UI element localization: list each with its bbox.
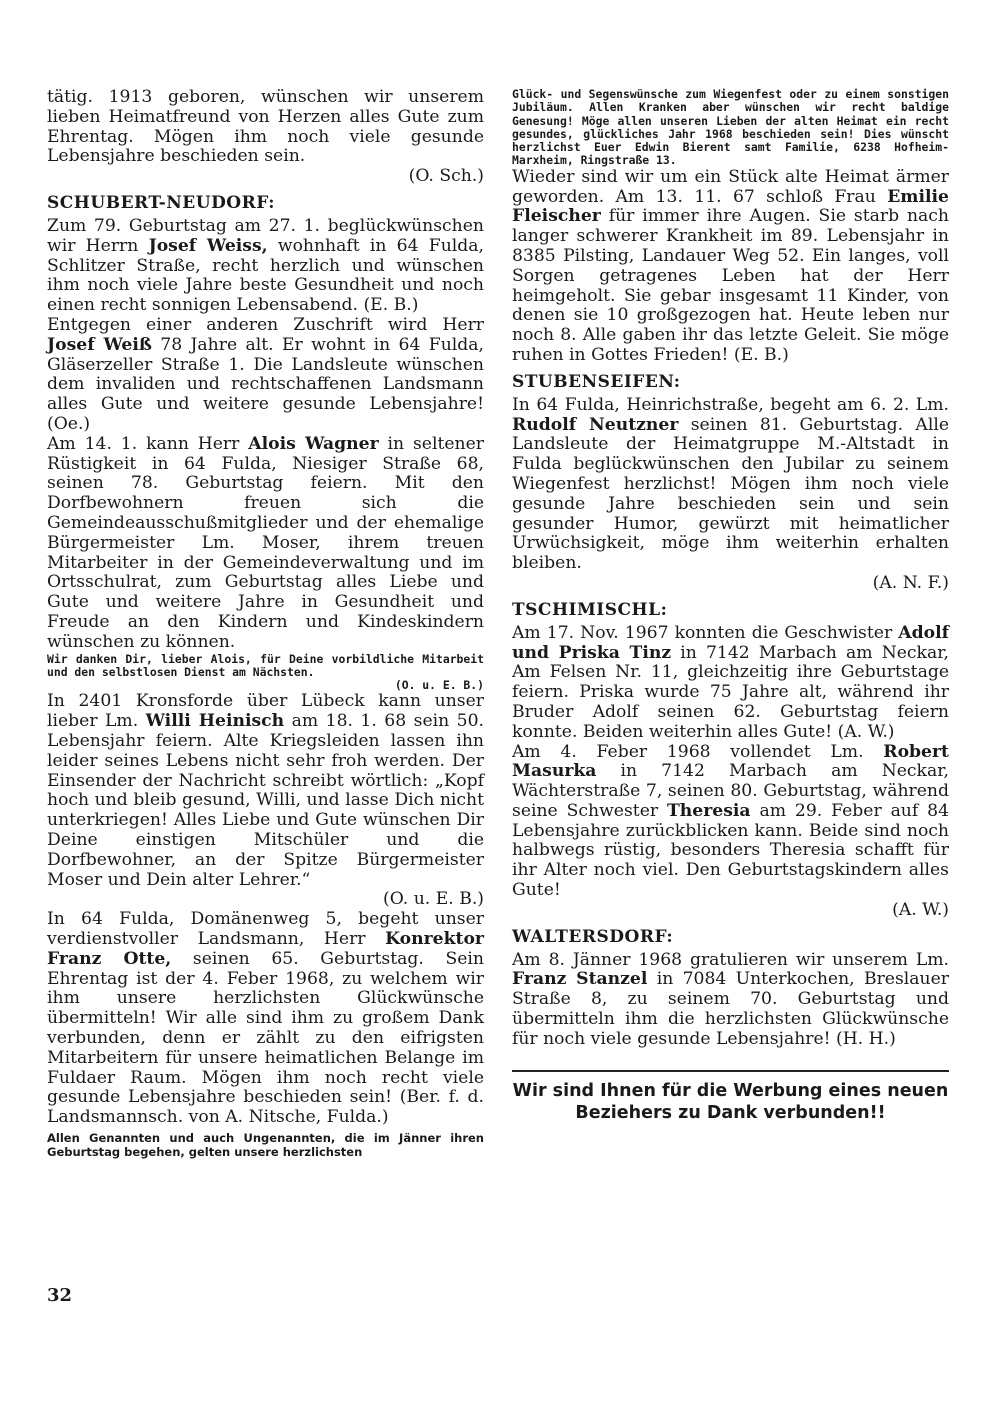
divider (512, 1070, 949, 1072)
paragraph-robert-masurka: Am 4. Feber 1968 vollendet Lm. Robert Masurka in 7142 Marbach am Neckar, Wächterstraße 7, seinen 80. Geburtstag, während seine Schwester Theresia am 29. Feber auf 84 Lebensjahre zurückblicken kann. Beide sind noch halbwegs rüstig, besonders Theresia schafft für ihr Alter noch viel. Den Geburtstagskindern alles Gute! (512, 741, 950, 901)
paragraph-emilie-fleischer: Wieder sind wir um ein Stück alte Heimat ärmer geworden. Am 13. 11. 67 schloß Frau Emilie Fleischer für immer ihre Augen. Sie starb nach langer schwerer Krankheit im 89. Lebensjahr in 8385 Pilsting, Landauer Weg 52. Ein langes, voll Sorgen getragenes Leben hat der Herr heimgeholt. Sie gebar insgesamt 11 Kinder, von denen sie 10 großgezogen hat. Heute leben nur noch 8. Alle gaben ihr das letzte Geleit. Sie möge ruhen in Gottes Frieden! (E. B.) (512, 166, 949, 365)
closing-note: Allen Genannten und auch Ungenannten, die im Jänner ihren Geburtstag begehen, gelten unsere herzlichsten (47, 1130, 484, 1159)
paragraph-intro: tätig. 1913 geboren, wünschen wir unserem lieben Heimatfreund von Herzen alles Gute zum Ehrentag. Mögen ihm noch viele gesunde Lebensjahre beschieden sein. (47, 87, 484, 167)
signature: (O. u. E. B.) (394, 678, 484, 693)
section-heading-stubenseifen: STUBENSEIFEN: (512, 371, 681, 392)
paragraph-thanks-small: Wir danken Dir, lieber Alois, für Deine vorbildliche Mitarbeit und den selbstlosen Dienst am Nächsten. (47, 651, 484, 679)
section-heading-tschimischl: TSCHIMISCHL: (512, 599, 668, 620)
signature: (A. W.) (892, 899, 949, 920)
paragraph-josef-weiss-correction: Entgegen einer anderen Zuschrift wird Herr Josef Weiß 78 Jahre alt. Er wohnt in 64 Fulda, Gläserzeller Straße 1. Die Landsleute wünschen dem invaliden und rechtschaffenen Landsmann alles Gute und weitere gesunde Lebensjahre! (Oe.) (47, 314, 484, 434)
section-heading-waltersdorf: WALTERSDORF: (512, 926, 674, 947)
page-number: 32 (47, 1285, 73, 1306)
signature: (A. N. F.) (872, 572, 949, 593)
signature: (O. u. E. B.) (383, 889, 484, 910)
section-heading-schubert-neudorf: SCHUBERT-NEUDORF: (47, 192, 275, 213)
paragraph-franz-otte: In 64 Fulda, Domänenweg 5, begeht unser verdienstvoller Landsmann, Herr Konrektor Franz Otte, seinen 65. Geburtstag. Sein Ehrentag ist der 4. Feber 1968, zu welchem wir ihm unsere herzlichsten Glückwünsche übermitteln! Wir alle sind ihm zu großem Dank verbunden, denn er zählt zu den eifrigsten Mitarbeitern für unsere heimatlichen Belange im Fuldaer Raum. Mögen ihm noch recht viele gesunde Lebensjahre beschieden sein! (Ber. f. d. Landsmannsch. von A. Nitsche, Fulda.) (47, 909, 484, 1128)
right-column (512, 88, 949, 1124)
paragraph-josef-weiss: Zum 79. Geburtstag am 27. 1. beglückwünschen wir Herrn Josef Weiss, wohnhaft in 64 Fulda, Schlitzer Straße, recht herzlich und wünschen ihm noch viele Jahre beste Gesundheit und noch einen recht sonnigen Lebensabend. (E. B.) (47, 215, 484, 316)
paragraph-willi-heinisch: In 2401 Kronsforde über Lübeck kann unser lieber Lm. Willi Heinisch am 18. 1. 68 sein 50. Lebensjahr feiern. Alte Kriegsleiden lassen ihn leider seines Lebens nicht sehr froh werden. Der Einsender der Nachricht schreibt wörtlich: „Kopf hoch und bleib gesund, Willi, und lasse Dich nicht unterkriegen! Alles Liebe und Gute wünschen Dir Deine einstigen Mitschüler und die Dorfbewohner, an der Spitze Bürgermeister Moser und Dein alter Lehrer.“ (47, 691, 484, 890)
paragraph-rudolf-neutzner: In 64 Fulda, Heinrichstraße, begeht am 6. 2. Lm. Rudolf Neutzner seinen 81. Geburtstag. Alle Landsleute der Heimatgruppe M.-Altstadt in Fulda beglückwünschen den Jubilar zu seinem Wiegenfest herzlichst! Mögen ihm noch viele gesunde Jahre beschieden sein und sein gesunder Humor, gewürzt mit heimatlicher Urwüchsigkeit, möge ihm weiterhin erhalten bleiben. (512, 394, 949, 574)
subscription-notice: Wir sind Ihnen für die Werbung eines neuen Beziehers zu Dank verbunden!! (512, 1080, 949, 1123)
paragraph-franz-stanzel: Am 8. Jänner 1968 gratulieren wir unserem Lm. Franz Stanzel in 7084 Unterkochen, Breslauer Straße 8, zu seinem 70. Geburtstag und übermitteln ihm die herzlichsten Glückwünsche für noch viele gesunde Lebensjahre! (H. H.) (512, 949, 949, 1049)
paragraph-tinz: Am 17. Nov. 1967 konnten die Geschwister Adolf und Priska Tinz in 7142 Marbach am Neckar, Am Felsen Nr. 11, gleichzeitig ihre Geburtstage feiern. Priska wurde 75 Jahre alt, während ihr Bruder Adolf seinen 62. Geburtstag feiern konnte. Beiden weiterhin alles Gute! (A. W.) (512, 622, 949, 742)
left-column (47, 88, 484, 1160)
paragraph-alois-wagner: Am 14. 1. kann Herr Alois Wagner in seltener Rüstigkeit in 64 Fulda, Niesiger Straße 68, seinen 78. Geburtstag feiern. Mit den Dorfbewohnern freuen sich die Gemeindeausschußmitglieder und der ehemalige Bürgermeister Lm. Moser, ihrem treuen Mitarbeiter in der Gemeindeverwaltung und im Ortsschulrat, zum Geburtstag alles Liebe und Gute und weitere Jahre in Gesundheit und Freude an den Kindern und Kindeskindern wünschen zu können. (47, 433, 484, 652)
signature: (O. Sch.) (408, 166, 484, 187)
paragraph-greetings-small: Glück- und Segenswünsche zum Wiegenfest oder zu einem sonstigen Jubiläum. Allen Kranken aber wünschen wir recht baldige Genesung! Möge allen unseren Lieben der alten Heimat ein recht gesundes, glückliches Jahr 1968 beschieden sein! Dies wünscht herzlichst Euer Edwin Bierent samt Familie, 6238 Hofheim-Marxheim, Ringstraße 13. (512, 87, 949, 168)
